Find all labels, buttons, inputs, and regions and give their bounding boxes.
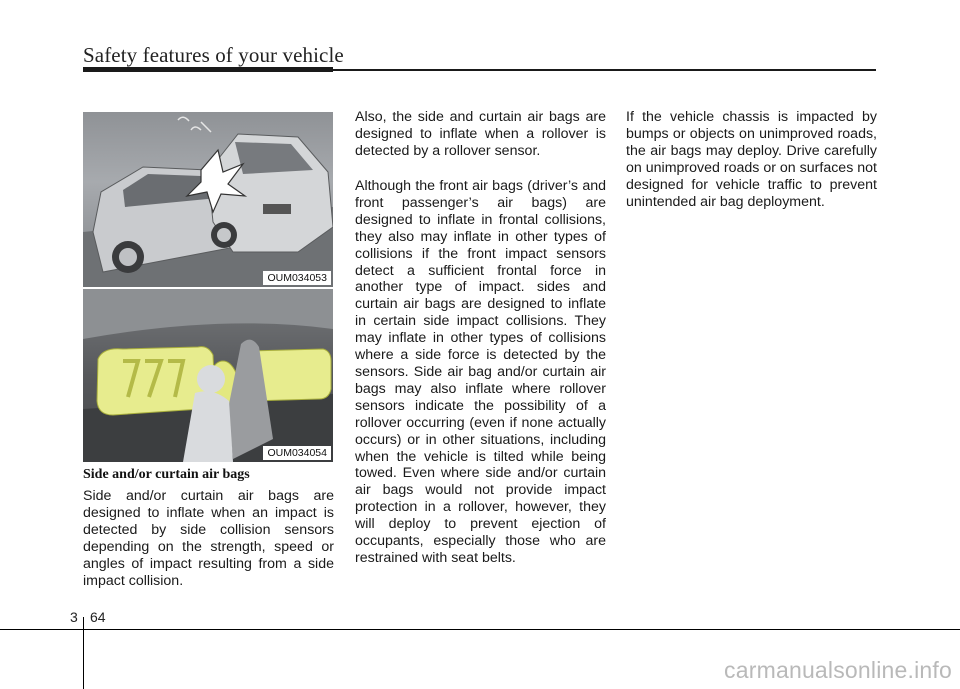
side-collision-drawing xyxy=(83,112,333,287)
curtain-airbag-illustration xyxy=(83,289,333,462)
column2-paragraph-1: Also, the side and curtain air bags are designed to inflate when a rollover is detected by a rollover sensor. xyxy=(355,109,606,159)
watermark: carmanualsonline.info xyxy=(724,657,952,683)
chapter-number: 3 xyxy=(70,609,78,625)
footer-divider xyxy=(83,617,84,689)
page-number: 64 xyxy=(90,609,106,625)
footer-rule xyxy=(0,629,960,630)
curtain-airbag-drawing xyxy=(83,289,333,462)
column3-paragraph: If the vehicle chassis is impacted by bumps or objects on unimproved roads, the air bags may deploy. Drive carefully on unimproved roads or on surfaces not designed for vehicle traffic to prevent unintended air bag deployment. xyxy=(626,109,877,210)
header-rule-thin xyxy=(333,69,876,71)
section-subheading: Side and/or curtain air bags xyxy=(83,467,250,482)
header-rule-thick xyxy=(83,67,333,72)
side-collision-illustration xyxy=(83,112,333,287)
column1-paragraph: Side and/or curtain air bags are designed to inflate when an impact is detected by side collision sensors depending on the strength, speed or angles of impact resulting from a side impact collision. xyxy=(83,488,334,589)
figure-code: OUM034054 xyxy=(263,446,331,460)
column2-paragraph-2: Although the front air bags (driver’s and front passenger’s air bags) are designed to inflate in frontal collisions, they also may inflate in other types of collisions if the front impact sensors detect a sufficient frontal force in another type of impact. sides and curtain air bags are designed to inflate in certain side impact collisions. They may inflate in other types of collisions where a side force is detected by the sensors. Side air bag and/or curtain air bags may also inflate where rollover sensors indicate the possibility of a rollover occurring (even if none actually occurs) or in other situations, including when the vehicle is tilted while being towed. Even where side and/or curtain air bags would not provide impact protection in a rollover, however, they will deploy to prevent ejection of occupants, especially those who are restrained with seat belts. xyxy=(355,178,606,566)
header-title: Safety features of your vehicle xyxy=(83,43,344,67)
figure-code: OUM034053 xyxy=(263,271,331,285)
